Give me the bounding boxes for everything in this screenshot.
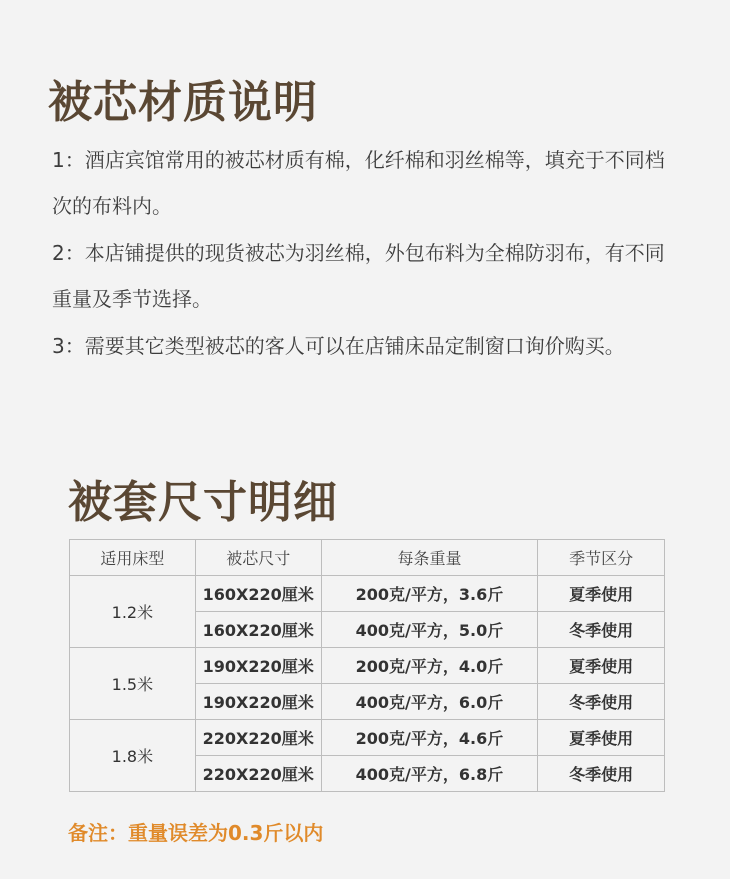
weight-cell: 400克/平方，5.0斤 (321, 612, 538, 648)
paragraph-3: 3：需要其它类型被芯的客人可以在店铺床品定制窗口询价购买。 (52, 334, 625, 358)
bed-type-cell: 1.8米 (70, 720, 196, 792)
section-title-size: 被套尺寸明细 (68, 477, 338, 528)
season-cell: 夏季使用 (538, 720, 665, 756)
header-bed-type: 适用床型 (70, 540, 196, 576)
paragraph-2: 2：本店铺提供的现货被芯为羽丝棉，外包布料为全棉防羽布，有不同重量及季节选择。 (52, 241, 665, 311)
weight-cell: 200克/平方，3.6斤 (321, 576, 538, 612)
weight-cell: 200克/平方，4.6斤 (321, 720, 538, 756)
header-season: 季节区分 (538, 540, 665, 576)
size-cell: 190X220厘米 (195, 684, 321, 720)
season-cell: 夏季使用 (538, 576, 665, 612)
season-cell: 冬季使用 (538, 612, 665, 648)
bed-type-cell: 1.5米 (70, 648, 196, 720)
section-title-material: 被芯材质说明 (48, 77, 318, 128)
weight-cell: 200克/平方，4.0斤 (321, 648, 538, 684)
weight-tolerance-note: 备注：重量误差为0.3斤以内 (68, 821, 324, 845)
header-core-size: 被芯尺寸 (195, 540, 321, 576)
header-weight: 每条重量 (321, 540, 538, 576)
season-cell: 夏季使用 (538, 648, 665, 684)
season-cell: 冬季使用 (538, 684, 665, 720)
weight-cell: 400克/平方，6.0斤 (321, 684, 538, 720)
size-table (69, 539, 665, 792)
bed-type-cell: 1.2米 (70, 576, 196, 648)
weight-cell: 400克/平方，6.8斤 (321, 756, 538, 792)
table-header-row (70, 540, 665, 576)
size-cell: 220X220厘米 (195, 756, 321, 792)
table-row (70, 648, 665, 684)
size-cell: 160X220厘米 (195, 612, 321, 648)
size-cell: 160X220厘米 (195, 576, 321, 612)
size-cell: 220X220厘米 (195, 720, 321, 756)
table-row (70, 576, 665, 612)
size-cell: 190X220厘米 (195, 648, 321, 684)
table-row (70, 720, 665, 756)
paragraph-1: 1：酒店宾馆常用的被芯材质有棉，化纤棉和羽丝棉等，填充于不同档次的布料内。 (52, 148, 665, 218)
season-cell: 冬季使用 (538, 756, 665, 792)
